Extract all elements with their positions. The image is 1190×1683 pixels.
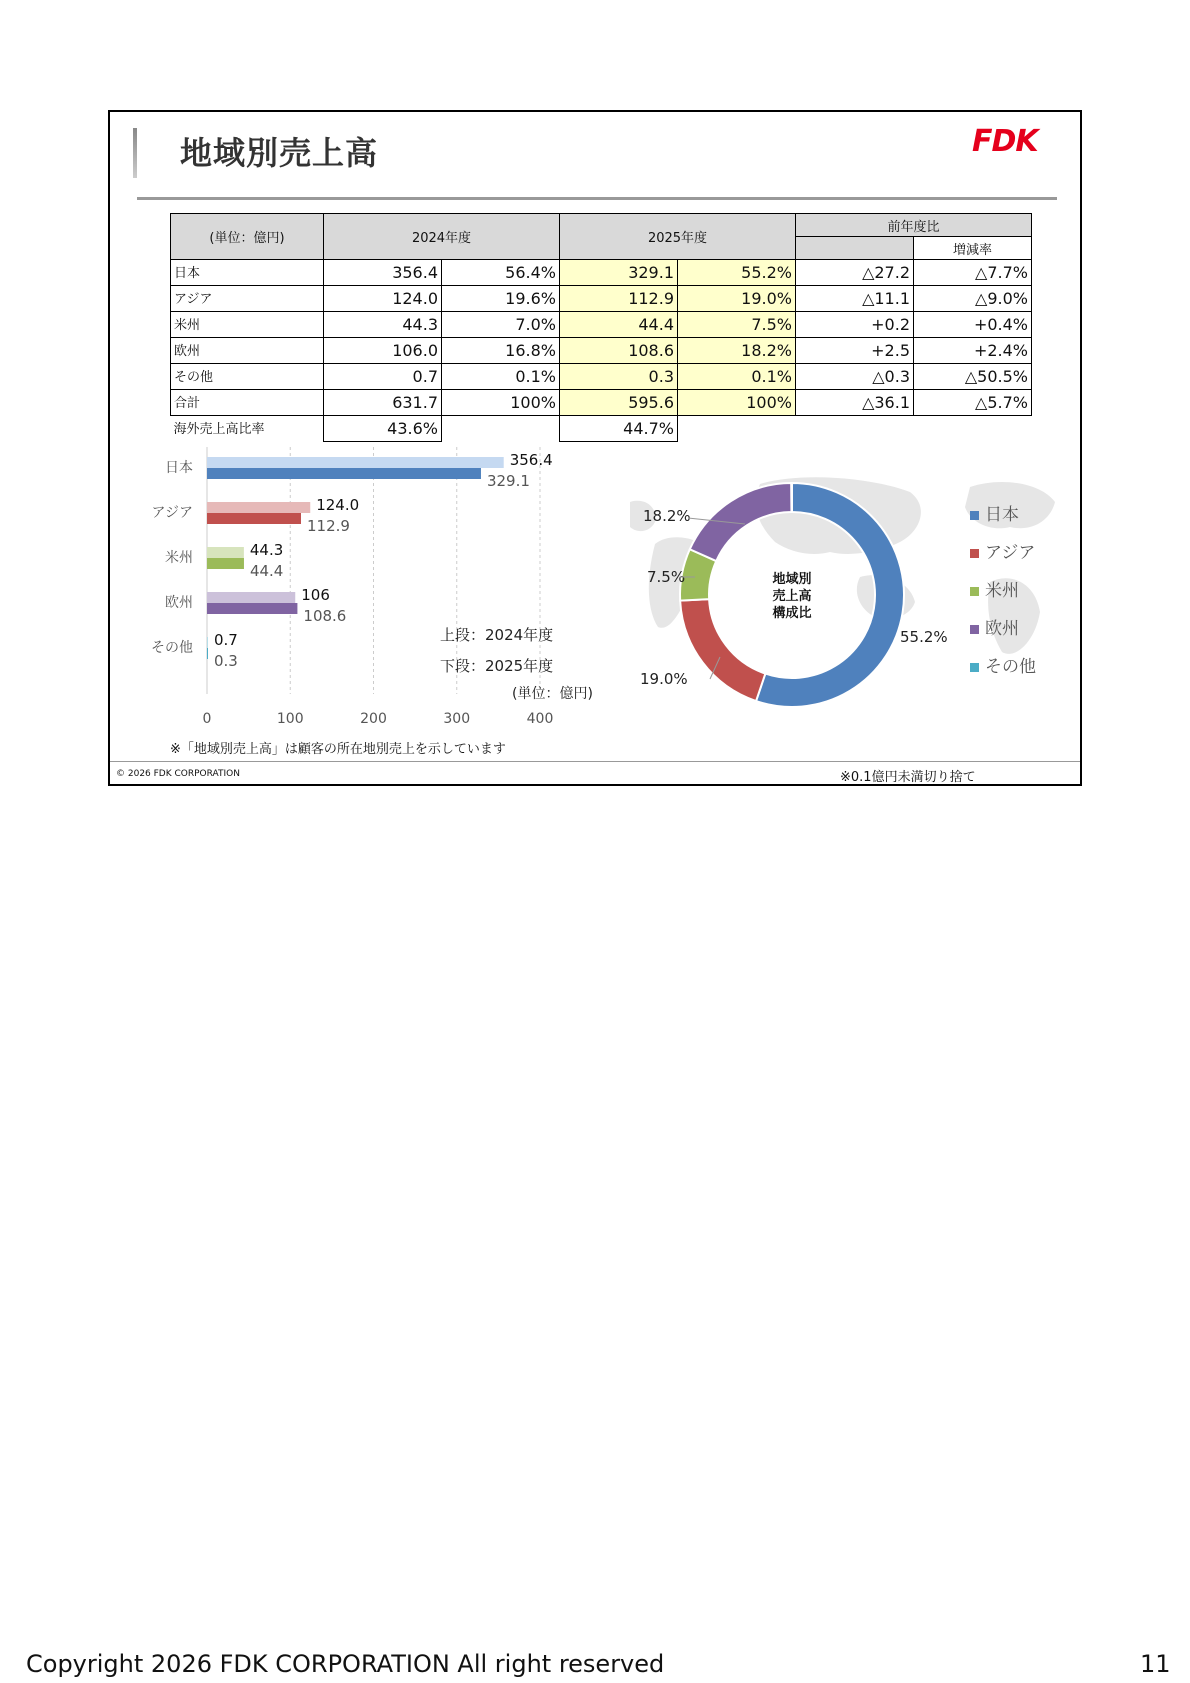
yoy-diff: +0.2 [796,312,914,338]
bar-legend-2025: 下段：2025年度 [440,657,554,675]
slide-title: 地域別売上高 [180,134,379,172]
legend-swatch [970,511,979,520]
legend-swatch [970,549,979,558]
bar [207,513,301,524]
legend-label: 米州 [985,581,1019,601]
value-2024: 124.0 [324,286,442,312]
yoy-diff: △27.2 [796,260,914,286]
bar-value-label: 0.7 [214,631,238,649]
page-number: 11 [1140,1650,1171,1678]
share-2024: 0.1% [442,364,560,390]
yoy-diff: +2.5 [796,338,914,364]
donut-value-label: 19.0% [640,670,688,688]
x-tick-label: 400 [526,711,554,727]
share-2025: 55.2% [678,260,796,286]
header-2025: 2025年度 [560,214,796,260]
share-2025: 18.2% [678,338,796,364]
value-2025: 0.3 [560,364,678,390]
bar-value-label: 106 [301,586,330,604]
share-2025: 7.5% [678,312,796,338]
bar [207,558,244,569]
yoy-rate: △5.7% [914,390,1032,416]
donut-slice [791,483,792,512]
bar-value-label: 124.0 [316,496,360,514]
value-2024: 44.3 [324,312,442,338]
charts-area [110,112,1080,752]
legend-swatch [970,663,979,672]
value-2024: 0.7 [324,364,442,390]
bar [207,592,295,603]
share-2024: 56.4% [442,260,560,286]
donut-center-label: 構成比 [772,606,812,621]
value-2024: 356.4 [324,260,442,286]
bottom-divider [110,761,1080,762]
yoy-rate: △7.7% [914,260,1032,286]
value-2024: 106.0 [324,338,442,364]
region-cell: 合計 [171,390,324,416]
overseas-label: 海外売上高比率 [173,422,265,437]
region-cell: 日本 [171,260,324,286]
footnote: ※「地域別売上高」は顧客の所在地別売上を示しています [170,742,506,757]
x-tick-label: 200 [360,711,387,727]
legend-label: その他 [985,657,1036,677]
legend-swatch [970,625,979,634]
header-yoy-rate: 増減率 [914,237,1032,260]
overseas-2025: 44.7% [560,416,678,442]
legend-label: 欧州 [985,619,1019,639]
header-yoy: 前年度比 [796,214,1032,237]
bar-value-label: 108.6 [303,607,347,625]
bar-value-label: 356.4 [509,451,553,469]
rounding-note: ※0.1億円未満切り捨て [840,770,976,785]
bar-value-label: 0.3 [214,652,238,670]
x-tick-label: 300 [443,711,471,727]
donut-center-label: 売上高 [772,589,812,604]
value-2025: 112.9 [560,286,678,312]
bar-legend-2024: 上段：2024年度 [440,626,554,644]
bar [207,547,244,558]
bar-value-label: 329.1 [486,472,530,490]
bar [207,457,504,468]
region-cell: 米州 [171,312,324,338]
fdk-logo: FDK [972,124,1038,159]
bar [207,637,208,648]
header-2024: 2024年度 [324,214,560,260]
category-label: 欧州 [165,595,193,611]
legend-swatch [970,587,979,596]
bar-value-label: 112.9 [306,517,350,535]
value-2025: 44.4 [560,312,678,338]
x-tick-label: 100 [276,711,304,727]
yoy-rate: △9.0% [914,286,1032,312]
donut-value-label: 18.2% [643,507,691,525]
value-2025: 329.1 [560,260,678,286]
share-2024: 19.6% [442,286,560,312]
share-2025: 100% [678,390,796,416]
share-2024: 100% [442,390,560,416]
value-2025: 595.6 [560,390,678,416]
overseas-2024: 43.6% [324,416,442,442]
yoy-diff: △36.1 [796,390,914,416]
bar [207,648,208,659]
region-cell: アジア [171,286,324,312]
value-2024: 631.7 [324,390,442,416]
share-2024: 7.0% [442,312,560,338]
category-label: その他 [151,640,193,656]
category-label: アジア [151,505,193,521]
legend-label: 日本 [985,505,1019,525]
bar [207,603,297,614]
category-label: 米州 [165,550,193,566]
donut-value-label: 55.2% [900,628,948,646]
donut-center-label: 地域別 [772,572,812,587]
bar-value-label: 44.3 [249,541,284,559]
bar-value-label: 44.4 [249,562,284,580]
bar [207,468,481,479]
slide-copyright: © 2026 FDK CORPORATION [116,769,240,779]
share-2024: 16.8% [442,338,560,364]
unit-header: (単位：億円) [171,214,324,260]
yoy-rate: △50.5% [914,364,1032,390]
region-cell: その他 [171,364,324,390]
donut-value-label: 7.5% [647,568,686,586]
share-2025: 0.1% [678,364,796,390]
bar-unit-note: (単位：億円) [512,686,593,702]
x-tick-label: 0 [202,711,212,727]
category-label: 日本 [165,460,193,476]
yoy-diff: △11.1 [796,286,914,312]
yoy-rate: +2.4% [914,338,1032,364]
page-copyright: Copyright 2026 FDK CORPORATION All right reserved [26,1650,665,1678]
legend-label: アジア [985,543,1036,563]
donut-slice [680,599,765,701]
yoy-rate: +0.4% [914,312,1032,338]
slide [108,110,1082,786]
share-2025: 19.0% [678,286,796,312]
bar [207,502,310,513]
region-cell: 欧州 [171,338,324,364]
yoy-diff: △0.3 [796,364,914,390]
value-2025: 108.6 [560,338,678,364]
